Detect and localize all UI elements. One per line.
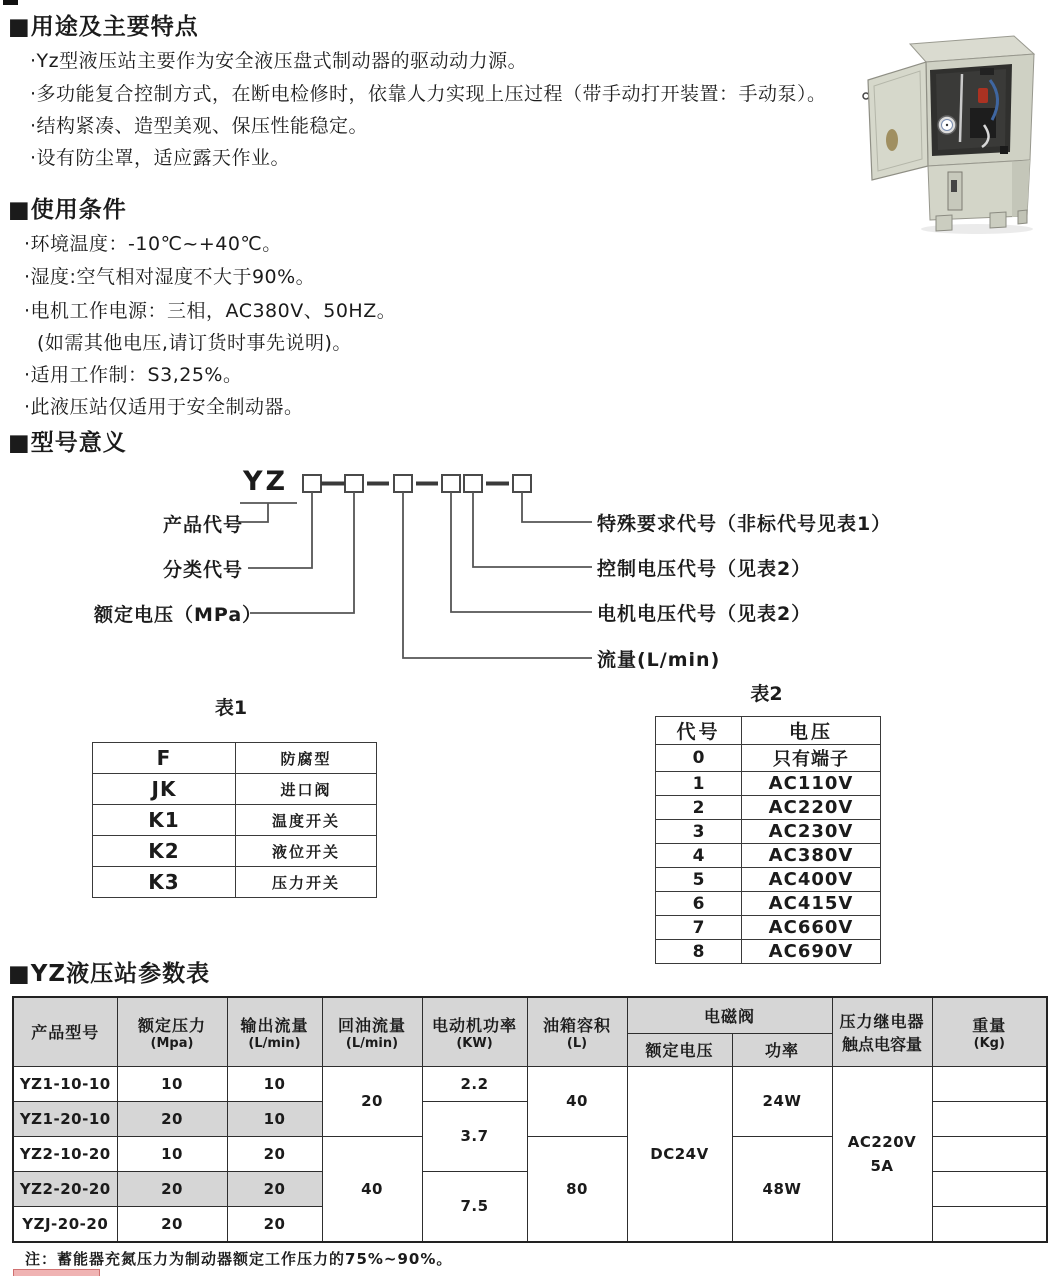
table-row <box>656 772 881 796</box>
table-row <box>656 820 881 844</box>
condition-bullet-3: ·电机工作电源：三相，AC380V、50HZ。 <box>24 300 397 322</box>
page-corner-mark <box>3 0 18 5</box>
cell-solenoid-power: 24W <box>732 1066 832 1136</box>
cell-motor-power: 7.5 <box>422 1171 527 1242</box>
parameter-table <box>12 996 1048 1243</box>
table-row <box>93 805 377 836</box>
cell-return-flow: 20 <box>322 1066 422 1136</box>
condition-bullet-2: ·湿度:空气相对湿度不大于90%。 <box>24 266 316 288</box>
header-solenoid-power: 功率 <box>732 1033 832 1066</box>
table1-code: K1 <box>93 805 236 836</box>
cell-out-flow: 10 <box>227 1101 322 1136</box>
feature-bullet-3: ·结构紧凑、造型美观、保压性能稳定。 <box>30 115 369 137</box>
cell-tank: 80 <box>527 1136 627 1242</box>
cell-weight <box>932 1066 1047 1101</box>
table1-code: K3 <box>93 867 236 898</box>
section-title-features: ■用途及主要特点 <box>8 14 199 40</box>
table1-code: JK <box>93 774 236 805</box>
section-title-conditions: ■使用条件 <box>8 197 127 223</box>
table-row <box>656 940 881 964</box>
section-title-model: ■型号意义 <box>8 430 127 456</box>
cell-out-flow: 20 <box>227 1206 322 1242</box>
cell-pressure: 20 <box>117 1206 227 1242</box>
table2-code: 7 <box>656 916 742 940</box>
table2 <box>655 716 881 964</box>
cell-model: YZ1-20-10 <box>13 1101 117 1136</box>
photo-red-valve <box>978 88 988 103</box>
red-marker <box>13 1269 100 1276</box>
table2-code: 6 <box>656 892 742 916</box>
table2-code: 5 <box>656 868 742 892</box>
section-title-params: ■YZ液压站参数表 <box>8 961 211 987</box>
model-label-control-voltage: 控制电压代号（见表2） <box>597 558 812 580</box>
cell-weight <box>932 1171 1047 1206</box>
table2-voltage: AC415V <box>742 892 881 916</box>
table2-header-code: 代号 <box>656 717 742 745</box>
table2-code: 3 <box>656 820 742 844</box>
table-row <box>93 836 377 867</box>
model-code-diagram <box>0 455 1052 685</box>
cell-model: YZJ-20-20 <box>13 1206 117 1242</box>
table2-code: 2 <box>656 796 742 820</box>
table1-title: 表1 <box>214 697 248 719</box>
header-solenoid-valve: 电磁阀 <box>627 997 832 1033</box>
feature-bullet-1: ·Yz型液压站主要作为安全液压盘式制动器的驱动动力源。 <box>30 50 528 72</box>
cell-pressure: 10 <box>117 1136 227 1171</box>
header-solenoid-voltage: 额定电压 <box>627 1033 732 1066</box>
cell-tank: 40 <box>527 1066 627 1136</box>
code-box-2 <box>345 475 363 492</box>
header-pressure-relay: 压力继电器 触点电容量 <box>832 997 932 1066</box>
cell-weight <box>932 1206 1047 1242</box>
table2-code: 0 <box>656 745 742 772</box>
model-label-product-code: 产品代号 <box>163 514 244 536</box>
cell-model: YZ1-10-10 <box>13 1066 117 1101</box>
cell-pressure: 20 <box>117 1101 227 1136</box>
photo-open-door <box>868 62 928 180</box>
table2-title: 表2 <box>750 683 783 705</box>
table-row <box>656 916 881 940</box>
header-weight: 重量 (Kg) <box>932 997 1047 1066</box>
table2-code: 4 <box>656 844 742 868</box>
cell-weight <box>932 1136 1047 1171</box>
table2-voltage: AC400V <box>742 868 881 892</box>
table-row <box>93 867 377 898</box>
code-box-5 <box>464 475 482 492</box>
cell-model: YZ2-20-20 <box>13 1171 117 1206</box>
table-row <box>656 796 881 820</box>
cell-out-flow: 10 <box>227 1066 322 1101</box>
cell-solenoid-power: 48W <box>732 1136 832 1242</box>
table2-voltage: AC690V <box>742 940 881 964</box>
model-label-class-code: 分类代号 <box>163 559 244 581</box>
table2-code: 8 <box>656 940 742 964</box>
table2-code: 1 <box>656 772 742 796</box>
cell-pressure: 10 <box>117 1066 227 1101</box>
table2-voltage: 只有端子 <box>742 745 881 772</box>
cell-motor-power: 2.2 <box>422 1066 527 1101</box>
condition-note-line: (如需其他电压,请订货时事先说明)。 <box>37 332 352 354</box>
header-product-model: 产品型号 <box>13 997 117 1066</box>
table1-meaning: 压力开关 <box>236 867 377 898</box>
header-output-flow: 输出流量 (L/min) <box>227 997 322 1066</box>
cell-motor-power: 3.7 <box>422 1101 527 1171</box>
cell-return-flow: 40 <box>322 1136 422 1242</box>
table1-meaning: 防腐型 <box>236 743 377 774</box>
header-return-flow: 回油流量 (L/min) <box>322 997 422 1066</box>
header-rated-pressure: 额定压力 (Mpa) <box>117 997 227 1066</box>
table-row <box>93 743 377 774</box>
table-header-row <box>656 717 881 745</box>
cell-out-flow: 20 <box>227 1136 322 1171</box>
header-motor-power: 电动机功率 (KW) <box>422 997 527 1066</box>
condition-bullet-1: ·环境温度：-10℃~+40℃。 <box>24 233 282 255</box>
table1-code: K2 <box>93 836 236 867</box>
table-footnote: 注：蓄能器充氮压力为制动器额定工作压力的75%~90%。 <box>25 1250 453 1268</box>
feature-bullet-4: ·设有防尘罩，适应露天作业。 <box>30 147 291 169</box>
table-row <box>656 745 881 772</box>
table2-voltage: AC220V <box>742 796 881 820</box>
model-label-rated-pressure: 额定电压（MPa） <box>94 604 263 626</box>
model-prefix: YZ <box>243 466 289 497</box>
table-row <box>93 774 377 805</box>
feature-bullet-2: ·多功能复合控制方式，在断电检修时，依靠人力实现上压过程（带手动打开装置：手动泵）。 <box>30 83 827 105</box>
table-header-row <box>13 997 1047 1033</box>
cell-weight <box>932 1101 1047 1136</box>
code-box-1 <box>303 475 321 492</box>
table2-voltage: AC110V <box>742 772 881 796</box>
table-row <box>13 1066 1047 1101</box>
code-box-6 <box>513 475 531 492</box>
table2-voltage: AC380V <box>742 844 881 868</box>
cell-pressure: 20 <box>117 1171 227 1206</box>
table1-meaning: 温度开关 <box>236 805 377 836</box>
condition-bullet-5: ·适用工作制：S3,25%。 <box>24 364 243 386</box>
model-label-special-code: 特殊要求代号（非标代号见表1） <box>597 513 892 535</box>
model-label-flow: 流量(L/min) <box>597 649 721 671</box>
condition-bullet-6: ·此液压站仅适用于安全制动器。 <box>24 396 304 418</box>
table2-voltage: AC230V <box>742 820 881 844</box>
table-row <box>656 844 881 868</box>
header-tank-volume: 油箱容积 (L) <box>527 997 627 1066</box>
table-row <box>656 868 881 892</box>
cell-out-flow: 20 <box>227 1171 322 1206</box>
product-photo <box>862 30 1052 235</box>
cell-solenoid-voltage: DC24V <box>627 1066 732 1242</box>
table2-voltage: AC660V <box>742 916 881 940</box>
table2-header-voltage: 电压 <box>742 717 881 745</box>
code-box-4 <box>442 475 460 492</box>
table1-meaning: 进口阀 <box>236 774 377 805</box>
table1 <box>92 742 377 898</box>
table-row <box>656 892 881 916</box>
cell-model: YZ2-10-20 <box>13 1136 117 1171</box>
table1-meaning: 液位开关 <box>236 836 377 867</box>
cell-relay-capacity: AC220V 5A <box>832 1066 932 1242</box>
code-box-3 <box>394 475 412 492</box>
table1-code: F <box>93 743 236 774</box>
model-label-motor-voltage: 电机电压代号（见表2） <box>597 603 812 625</box>
